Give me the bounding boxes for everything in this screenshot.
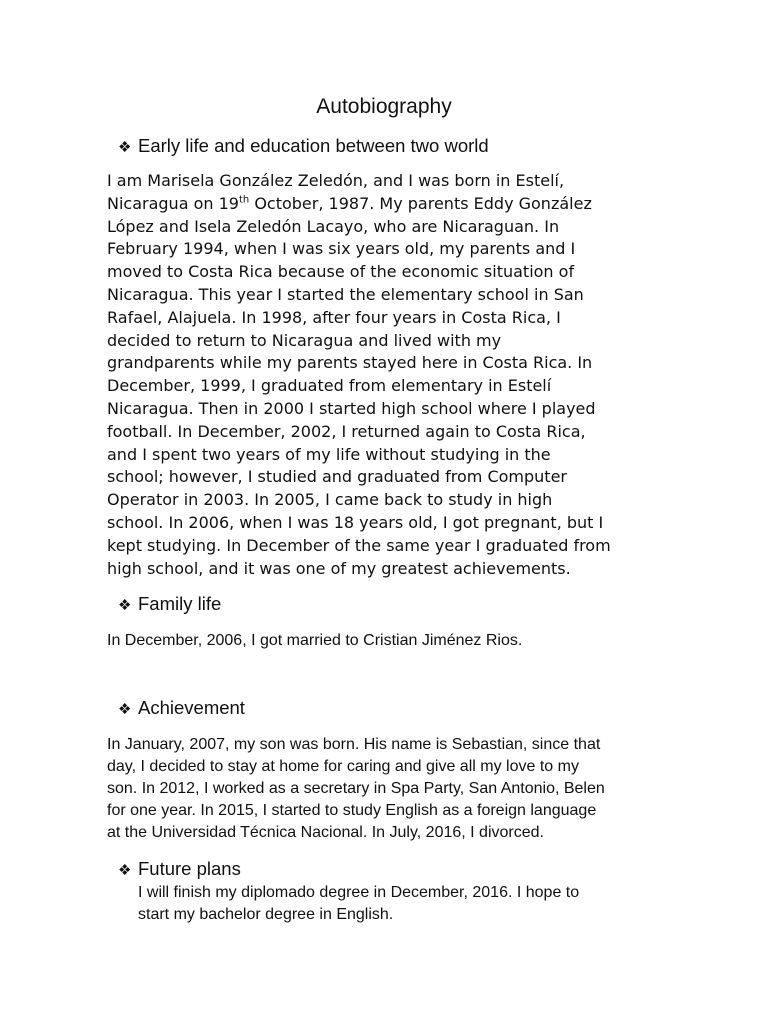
- document-title: Autobiography: [316, 95, 452, 118]
- section-heading-early-life: [118, 134, 489, 160]
- paragraph-line: Rafael, Alajuela. In 1998, after four years in Costa Rica, I: [107, 307, 561, 327]
- future-plans-paragraph: [138, 882, 698, 926]
- paragraph-line: for one year. In 2015, I started to study English as a foreign language: [107, 802, 597, 819]
- paragraph-line: kept studying. In December of the same year I graduated from: [107, 535, 611, 555]
- section-heading-label: Achievement: [138, 697, 245, 718]
- paragraph-line: February 1994, when I was six years old, my parents and I: [107, 239, 576, 259]
- paragraph-line: In December, 2006, I got married to Cristian Jiménez Rios.: [107, 632, 523, 649]
- paragraph-line: [107, 193, 667, 216]
- paragraph-line: at the Universidad Técnica Nacional. In July, 2016, I divorced.: [107, 824, 544, 841]
- section-heading-label: Future plans: [138, 858, 241, 879]
- paragraph-line: decided to return to Nicaragua and lived with my: [107, 330, 502, 350]
- paragraph-line: December, 1999, I graduated from elementary in Estelí: [107, 376, 552, 396]
- section-heading-label: Early life and education between two world: [138, 135, 489, 156]
- section-heading-label: Family life: [138, 593, 222, 614]
- diamond-bullet-icon: ❖: [118, 139, 132, 156]
- paragraph-line: day, I decided to stay at home for caring and give all my love to my: [107, 758, 579, 775]
- early-life-paragraph: [107, 170, 667, 580]
- section-heading-family-life: [118, 592, 221, 618]
- paragraph-line: Operator in 2003. In 2005, I came back to study in high: [107, 490, 553, 510]
- ordinal-suffix: th: [238, 194, 250, 206]
- paragraph-line: Nicaragua. Then in 2000 I started high school where I played: [107, 398, 596, 418]
- paragraph-line: start my bachelor degree in English.: [138, 906, 394, 923]
- achievement-paragraph: [107, 734, 667, 844]
- line-text: October, 1987. My parents Eddy González: [249, 193, 592, 213]
- paragraph-line: school; however, I studied and graduated from Computer: [107, 467, 567, 487]
- section-heading-achievement: [118, 696, 245, 722]
- line-text: Nicaragua on 19: [107, 193, 239, 213]
- paragraph-line: I am Marisela González Zeledón, and I was born in Estelí,: [107, 171, 565, 190]
- paragraph-line: grandparents while my parents stayed here in Costa Rica. In: [107, 353, 593, 373]
- diamond-bullet-icon: ❖: [118, 597, 132, 614]
- paragraph-line: moved to Costa Rica because of the economic situation of: [107, 262, 575, 282]
- paragraph-line: I will finish my diplomado degree in December, 2016. I hope to: [138, 884, 580, 901]
- paragraph-line: high school, and it was one of my greatest achievements.: [107, 558, 571, 578]
- paragraph-line: football. In December, 2002, I returned again to Costa Rica,: [107, 421, 586, 441]
- diamond-bullet-icon: ❖: [118, 862, 132, 879]
- paragraph-line: son. In 2012, I worked as a secretary in Spa Party, San Antonio, Belen: [107, 780, 605, 797]
- diamond-bullet-icon: ❖: [118, 701, 132, 718]
- paragraph-line: López and Isela Zeledón Lacayo, who are Nicaraguan. In: [107, 216, 560, 236]
- section-heading-future-plans: [118, 857, 241, 883]
- paragraph-line: and I spent two years of my life without studying in the: [107, 444, 551, 464]
- family-life-paragraph: [107, 630, 667, 652]
- paragraph-line: In January, 2007, my son was born. His name is Sebastian, since that: [107, 736, 601, 753]
- paragraph-line: school. In 2006, when I was 18 years old, I got pregnant, but I: [107, 512, 604, 532]
- paragraph-line: Nicaragua. This year I started the elementary school in San: [107, 284, 584, 304]
